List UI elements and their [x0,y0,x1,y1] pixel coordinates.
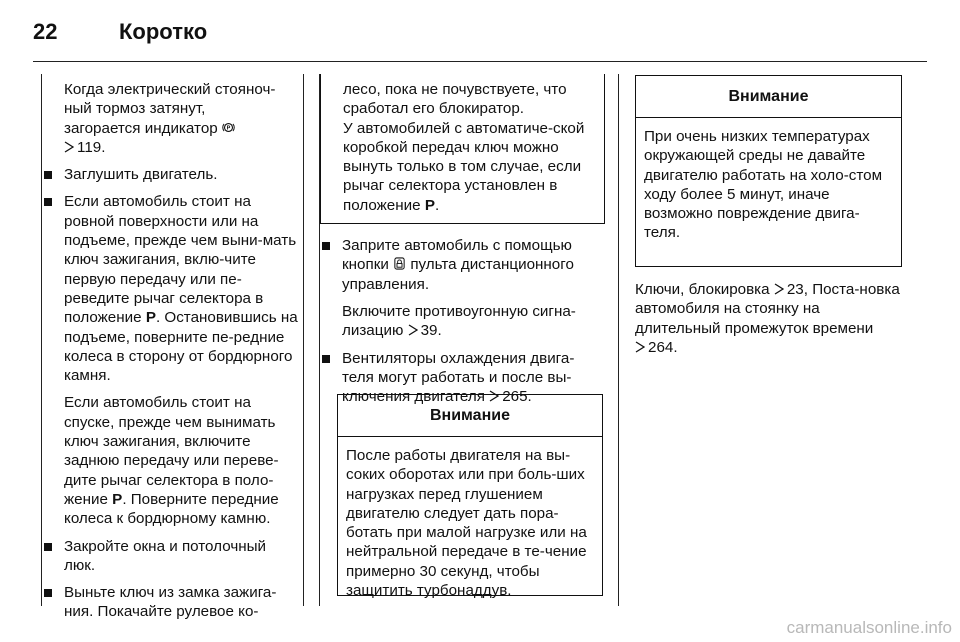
page-number: 22 [33,19,58,44]
note-line: У автомобилей с автоматиче-ской коробкой передач ключ можно вынуть только в том случае, если рычаг селектора установлен в положение [343,119,585,214]
cross-ref-arrow-icon [408,324,418,336]
item-text: Выньте ключ из замка зажига-ния. Покачайте рулевое ко- [64,584,277,621]
page-reference: 39. [420,322,442,340]
section-title: Коротко [119,19,208,44]
page-reference: 265. [502,388,532,406]
item-subparagraph [342,302,605,341]
note-line: . [434,196,440,214]
item-text: . Остановившись на подъеме, поверните пе-редние колеса в сторону от бордюрного камня. [64,309,298,385]
lock-key-icon [393,257,406,270]
item-subparagraph [64,393,300,528]
xref-text: Ключи, блокировка [635,281,770,298]
column-divider [618,74,619,606]
cross-reference [635,280,900,357]
bullet-icon [44,171,52,179]
item-text: Если автомобиль стоит на ровной поверхности или на подъеме, прежде чем выни-мать ключ зажигания, вклю-чите первую передачу или пе-реведите рычаг селектора в положение [64,193,297,327]
list-item [42,583,300,622]
bullet-icon [322,242,330,250]
list-item [42,537,300,576]
intro-line: Когда электрический стояноч- [64,81,276,98]
column-1 [42,80,300,622]
item-text: пульта дистанционного управления. [342,256,574,293]
cross-ref-arrow-icon [635,341,645,353]
list-item [42,192,300,528]
warning-box [635,75,902,267]
warning-body: После работы двигателя на вы-соких оборотах или при боль-ших нагрузках перед глушением двигателю следует дать пора-ботать при малой нагрузке или на нейтральной передаче в те-чение примерно 30 секунд, чтобы защитить турбонаддув. [346,447,587,600]
bullet-icon [44,198,52,206]
warning-body: При очень низких температурах окружающей среды не давайте двигателю работать на холо-стом ходу более 5 минут, иначе возможно повреждение двига-теля. [644,128,883,242]
cross-ref-arrow-icon [774,283,784,295]
list-item [42,165,300,184]
xref-text: 23, Поста-новка автомобиля на стоянку на длительный промежуток времени [635,281,900,337]
intro-line: загорается индикатор [64,119,218,137]
svg-text:P: P [226,125,231,132]
item-text: Закройте окна и потолочный люк. [64,537,267,574]
watermark[interactable]: carmanualsonline.info [786,618,952,637]
column-divider [303,74,304,606]
page-header [33,16,207,48]
item-text: . Поверните передние колеса к бордюрному камню. [64,490,279,528]
cross-ref-arrow-icon [64,141,74,153]
bullet-icon [322,355,330,363]
item-text: Заприте автомобиль с помощью кнопки [342,237,572,274]
list-item [320,236,605,340]
parking-brake-indicator-icon [222,121,235,134]
warning-box [337,394,603,600]
item-text: Включите противоугонную сигна-лизацию [342,302,576,340]
column-3-text [635,280,900,357]
gear-position: P [424,196,435,214]
note-text: лесо, пока не почувствуете, что сработал его блокиратор. [343,81,567,118]
header-rule [33,61,927,62]
bullet-icon [44,543,52,551]
item-text: Вентиляторы охлаждения двига-теля могут работать и после вы-ключения двигателя [342,349,575,406]
gear-position: P [145,309,156,327]
page-reference: 119. [77,138,106,156]
intro-line: ный тормоз затянут, [64,100,206,118]
column-2 [320,74,605,406]
item-text: Если автомобиль стоит на спуске, прежде чем вынимать ключ зажигания, включите заднюю передачу или переве-дите рычаг селектора в поло-жение [64,394,279,508]
page-reference: 264. [648,338,678,356]
bullet-icon [44,589,52,597]
item-text: Заглушить двигатель. [64,166,218,184]
gear-position: P [112,490,123,508]
warning-title: Внимание [338,395,602,437]
note-text [343,119,596,215]
intro-note [42,80,300,157]
note-box-continuation [320,74,605,224]
warning-title: Внимание [636,76,901,118]
